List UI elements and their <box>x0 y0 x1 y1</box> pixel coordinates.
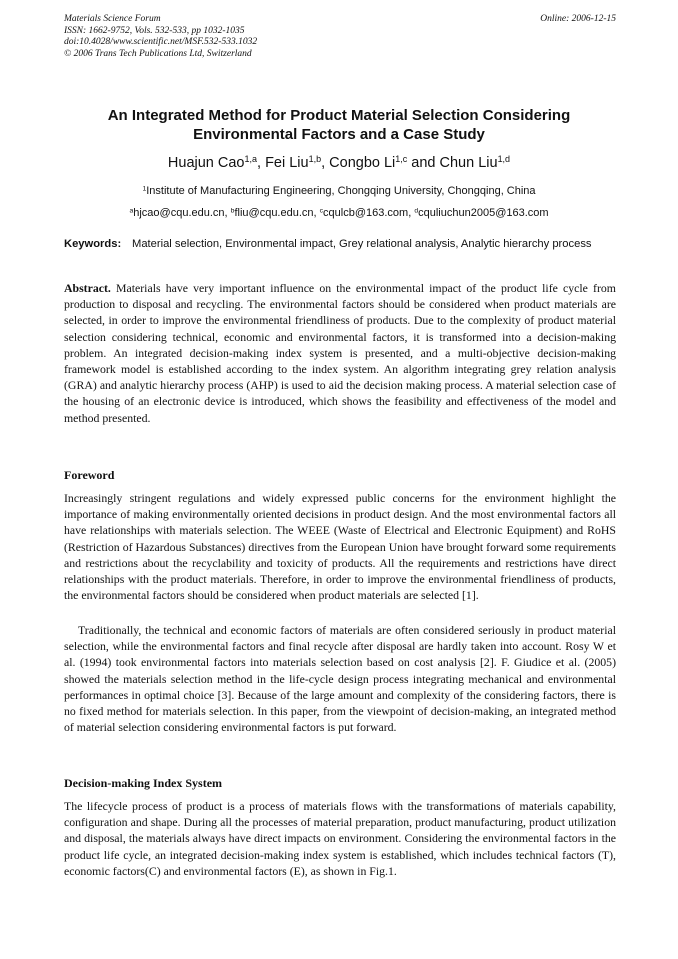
affiliation-mark: 1 <box>142 185 147 193</box>
email-mark: c <box>319 207 324 215</box>
foreword-heading: Foreword <box>64 468 115 482</box>
email-separator: , <box>224 207 231 219</box>
title-line-1: An Integrated Method for Product Material Selection Considering <box>107 107 571 124</box>
author-separator: and <box>407 155 440 171</box>
keywords-block <box>64 237 616 252</box>
doi-line: doi:10.4028/www.scientific.net/MSF.532-533.1032 <box>64 37 258 47</box>
affiliation-text: Institute of Manufacturing Engineering, Chongqing University, Chongqing, China <box>146 185 536 197</box>
author-list <box>40 154 638 172</box>
author-name: Congbo Li <box>329 155 396 171</box>
author-separator: , <box>321 155 330 171</box>
author-name: Chun Liu <box>439 155 498 171</box>
author-affiliation-mark: 1,b <box>308 154 322 165</box>
abstract-paragraph <box>64 280 616 426</box>
index-system-paragraph-1: The lifecycle process of product is a process of materials flows with the transformations of materials capability, configuration and shape. During all the processes of material preparation, product manufacturing, product utilization and disposal, the materials always have direct impacts on environment. Considering the environmental factors in the product life cycle, an integrated decision-making index system is established, which includes technical factors (T), economic factors(C) and environmental factors (E), as shown in Fig.1. <box>64 799 616 878</box>
author-name: Fei Liu <box>265 155 309 171</box>
abstract-label: Abstract. <box>64 281 111 295</box>
keywords-label: Keywords: <box>64 238 122 250</box>
email-separator: , <box>313 207 320 219</box>
email-mark: a <box>129 207 134 215</box>
email-separator: , <box>408 207 415 219</box>
author-name: Huajun Cao <box>167 155 245 171</box>
issn-line: ISSN: 1662-9752, Vols. 532-533, pp 1032-1035 <box>64 25 245 36</box>
online-date: Online: 2006-12-15 <box>540 14 616 24</box>
affiliation <box>40 184 638 198</box>
email-address[interactable]: cqulcb@163.com <box>323 207 409 219</box>
copyright-line: © 2006 Trans Tech Publications Ltd, Switzerland <box>64 48 252 59</box>
title-line-2: Environmental Factors and a Case Study <box>193 126 485 143</box>
email-list <box>40 206 638 220</box>
email-mark: d <box>414 207 419 215</box>
foreword-paragraph-2: Traditionally, the technical and economic factors of materials are often considered seriously in product material selection, while the environmental factors and final recycle after disposal are hardly taken into account. Rosy W et al. (1994) took environmental factors into materials selection based on cost analysis [2]. F. Giudice et al. (2005) showed the materials selection method in the life-cycle design process integrating mechanical and environmental performances in optimal choice [3]. Because of the large amount and complexity of the considering factors, there is no fixed method for materials selection. In this paper, from the viewpoint of decision-making, an integrated method of material selection considering environmental factors is put forward. <box>64 623 616 735</box>
index-system-heading: Decision-making Index System <box>64 776 223 790</box>
author-affiliation-mark: 1,a <box>244 154 257 165</box>
email-mark: b <box>230 207 235 215</box>
keywords-text: Material selection, Environmental impact, Grey relational analysis, Analytic hierarchy process <box>132 238 592 250</box>
email-address[interactable]: hjcao@cqu.edu.cn <box>133 207 225 219</box>
page-header <box>64 14 616 60</box>
abstract-text: Materials have very important influence on the environmental impact of the product life cycle from production to disposal and recycling. The environmental factors should be considered when product materials are selected, in order to improve the environmental friendliness of products. Due to the complexity of product material selection considering technical, economic and environmental factors, it is transformed into a decision-making problem. An integrated decision-making index system is presented, and a multi-objective decision-making framework model is established according to the index system. An algorithm integrating grey relation analysis (GRA) and analytic hierarchy process (AHP) is used to aid the decision making process. A material selection case of the housing of an electronic device is introduced, which shows the feasibility and effectiveness of the model and method presented. <box>64 281 616 425</box>
email-address[interactable]: fliu@cqu.edu.cn <box>234 207 314 219</box>
journal-name: Materials Science Forum <box>64 14 161 24</box>
foreword-paragraph-1: Increasingly stringent regulations and widely expressed public concerns for the environment highlight the importance of making environmentally oriented decisions in product design. And the most environmental factors all have relationships with materials selection. The WEEE (Waste of Electrical and Electronic Equipment) and RoHS (Restriction of Hazardous Substances) directives from the European Union have brought forward some requirements and restrictions about the recyclability and toxicity of products. All the requirements and restrictions have direct relationships with the product materials. Therefore, in order to improve the environmental friendliness of products, the environmental factors should be considered when product materials are selected [1]. <box>64 491 616 603</box>
author-affiliation-mark: 1,c <box>395 154 408 165</box>
email-address[interactable]: cquliuchun2005@163.com <box>418 207 549 219</box>
author-separator: , <box>257 155 266 171</box>
paper-title <box>40 106 638 144</box>
author-affiliation-mark: 1,d <box>497 154 511 165</box>
